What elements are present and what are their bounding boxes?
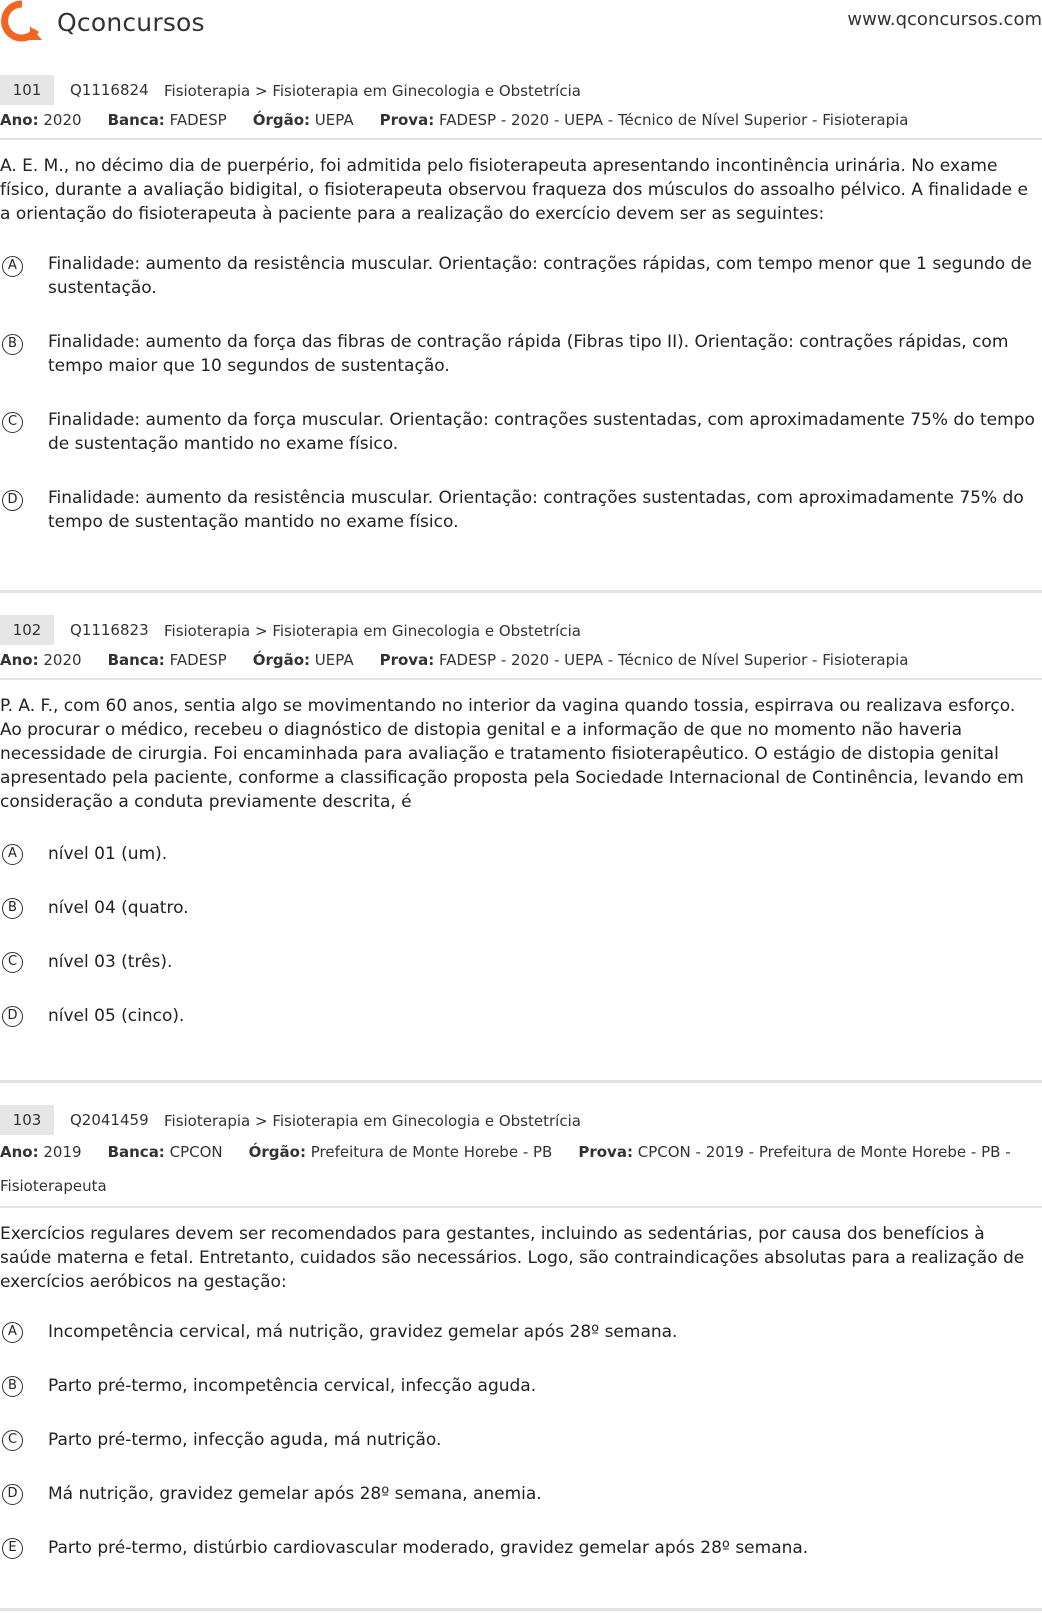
option-a[interactable] xyxy=(0,842,1042,866)
question-subject[interactable]: Fisioterapia > Fisioterapia em Ginecologia e Obstetrícia xyxy=(164,622,581,640)
question-header xyxy=(0,1105,1042,1135)
option-letter-circle[interactable]: D xyxy=(2,1006,23,1027)
option-e[interactable] xyxy=(0,1536,1042,1560)
meta-banca: Banca: FADESP xyxy=(107,111,227,129)
question-separator xyxy=(0,1080,1042,1083)
option-text: nível 05 (cinco). xyxy=(48,1006,185,1026)
question-meta xyxy=(0,105,1042,135)
option-letter-circle[interactable]: A xyxy=(2,844,23,865)
option-letter-circle[interactable]: C xyxy=(2,1430,23,1451)
question-id[interactable]: Q1116824 xyxy=(70,81,149,99)
divider xyxy=(0,678,1042,680)
meta-banca: Banca: FADESP xyxy=(107,651,227,669)
option-text: Finalidade: aumento da resistência muscular. Orientação: contrações sustentadas, com aproximadamente 75% do tempo de sustentação mantido no exame físico. xyxy=(48,488,1024,532)
option-text: Parto pré-termo, incompetência cervical, infecção aguda. xyxy=(48,1376,537,1396)
question-meta xyxy=(0,645,1042,675)
option-text: Finalidade: aumento da força das fibras de contração rápida (Fibras tipo II). Orientação: contrações rápidas, com tempo maior que 10 segundos de sustentação. xyxy=(48,332,1009,376)
question-number: 101 xyxy=(0,75,54,105)
meta-banca: Banca: CPCON xyxy=(107,1143,223,1161)
question-103 xyxy=(0,1105,1042,1560)
divider xyxy=(0,1206,1042,1208)
question-separator xyxy=(0,590,1042,593)
meta-ano: Ano: 2019 xyxy=(0,1143,82,1161)
meta-prova: Prova: CPCON - 2019 - Prefeitura de Monte Horebe - PB - Fisioterapeuta xyxy=(0,1143,1011,1195)
meta-orgao: Órgão: Prefeitura de Monte Horebe - PB xyxy=(248,1143,553,1161)
question-number: 102 xyxy=(0,615,54,645)
meta-orgao: Órgão: UEPA xyxy=(252,111,354,129)
question-101 xyxy=(0,75,1042,534)
question-header xyxy=(0,75,1042,105)
option-letter-circle[interactable]: D xyxy=(2,490,23,511)
logo-text[interactable]: Qconcursos xyxy=(57,8,205,37)
site-url[interactable]: www.qconcursos.com xyxy=(847,9,1042,30)
option-text: nível 01 (um). xyxy=(48,844,168,864)
option-b[interactable] xyxy=(0,1374,1042,1398)
question-statement: A. E. M., no décimo dia de puerpério, foi admitida pelo fisioterapeuta apresentando incontinência urinária. No exame físico, durante a avaliação bidigital, o fisioterapeuta observou fraqueza dos músculos do assoalho pélvico. A finalidade e a orientação do fisioterapeuta à paciente para a realização do exercício devem ser as seguintes: xyxy=(0,156,1028,224)
divider xyxy=(0,138,1042,140)
meta-orgao: Órgão: UEPA xyxy=(252,651,354,669)
option-text: nível 04 (quatro. xyxy=(48,898,189,918)
option-letter-circle[interactable]: A xyxy=(2,256,23,277)
question-header xyxy=(0,615,1042,645)
option-text: Parto pré-termo, infecção aguda, má nutrição. xyxy=(48,1430,442,1450)
option-c[interactable] xyxy=(0,1428,1042,1452)
question-id[interactable]: Q1116823 xyxy=(70,621,149,639)
option-b[interactable] xyxy=(0,896,1042,920)
question-number: 103 xyxy=(0,1105,54,1135)
meta-ano: Ano: 2020 xyxy=(0,111,82,129)
option-text: Má nutrição, gravidez gemelar após 28º semana, anemia. xyxy=(48,1484,542,1504)
option-letter-circle[interactable]: D xyxy=(2,1484,23,1505)
option-c[interactable] xyxy=(0,408,1042,456)
question-subject[interactable]: Fisioterapia > Fisioterapia em Ginecologia e Obstetrícia xyxy=(164,82,581,100)
meta-prova: Prova: FADESP - 2020 - UEPA - Técnico de Nível Superior - Fisioterapia xyxy=(379,651,909,669)
option-letter-circle[interactable]: C xyxy=(2,952,23,973)
question-subject[interactable]: Fisioterapia > Fisioterapia em Ginecologia e Obstetrícia xyxy=(164,1112,581,1130)
meta-ano: Ano: 2020 xyxy=(0,651,82,669)
option-b[interactable] xyxy=(0,330,1042,378)
option-letter-circle[interactable]: C xyxy=(2,412,23,433)
option-letter-circle[interactable]: E xyxy=(2,1538,23,1559)
option-d[interactable] xyxy=(0,486,1042,534)
option-a[interactable] xyxy=(0,252,1042,300)
option-text: Finalidade: aumento da resistência muscular. Orientação: contrações rápidas, com tempo menor que 1 segundo de sustentação. xyxy=(48,254,1032,298)
option-text: nível 03 (três). xyxy=(48,952,173,972)
question-id[interactable]: Q2041459 xyxy=(70,1111,149,1129)
option-letter-circle[interactable]: B xyxy=(2,334,23,355)
option-letter-circle[interactable]: B xyxy=(2,1376,23,1397)
qconcursos-logo-icon[interactable] xyxy=(0,0,44,44)
option-letter-circle[interactable]: A xyxy=(2,1322,23,1343)
option-letter-circle[interactable]: B xyxy=(2,898,23,919)
option-text: Finalidade: aumento da força muscular. Orientação: contrações sustentadas, com aproximadamente 75% do tempo de sustentação mantido no exame físico. xyxy=(48,410,1035,454)
page-header xyxy=(0,0,1042,50)
option-a[interactable] xyxy=(0,1320,1042,1344)
question-meta xyxy=(0,1135,1042,1203)
option-d[interactable] xyxy=(0,1004,1042,1028)
question-separator xyxy=(0,1608,1042,1611)
question-statement: Exercícios regulares devem ser recomendados para gestantes, incluindo as sedentárias, por causa dos benefícios à saúde materna e fetal. Entretanto, cuidados são necessários. Logo, são contraindicações absolutas para a realização de exercícios aeróbicos na gestação: xyxy=(0,1224,1025,1292)
option-d[interactable] xyxy=(0,1482,1042,1506)
option-text: Parto pré-termo, distúrbio cardiovascular moderado, gravidez gemelar após 28º semana. xyxy=(48,1538,809,1558)
question-statement: P. A. F., com 60 anos, sentia algo se movimentando no interior da vagina quando tossia, espirrava ou realizava esforço. Ao procurar o médico, recebeu o diagnóstico de distopia genital e a informação de que no momento não haveria necessidade de cirurgia. Foi encaminhada para avaliação e tratamento fisioterapêutico. O estágio de distopia genital apresentado pela paciente, conforme a classificação proposta pela Sociedade Internacional de Continência, levando em consideração a conduta previamente descrita, é xyxy=(0,696,1024,812)
meta-prova: Prova: FADESP - 2020 - UEPA - Técnico de Nível Superior - Fisioterapia xyxy=(379,111,909,129)
option-text: Incompetência cervical, má nutrição, gravidez gemelar após 28º semana. xyxy=(48,1322,678,1342)
option-c[interactable] xyxy=(0,950,1042,974)
question-102 xyxy=(0,615,1042,1028)
